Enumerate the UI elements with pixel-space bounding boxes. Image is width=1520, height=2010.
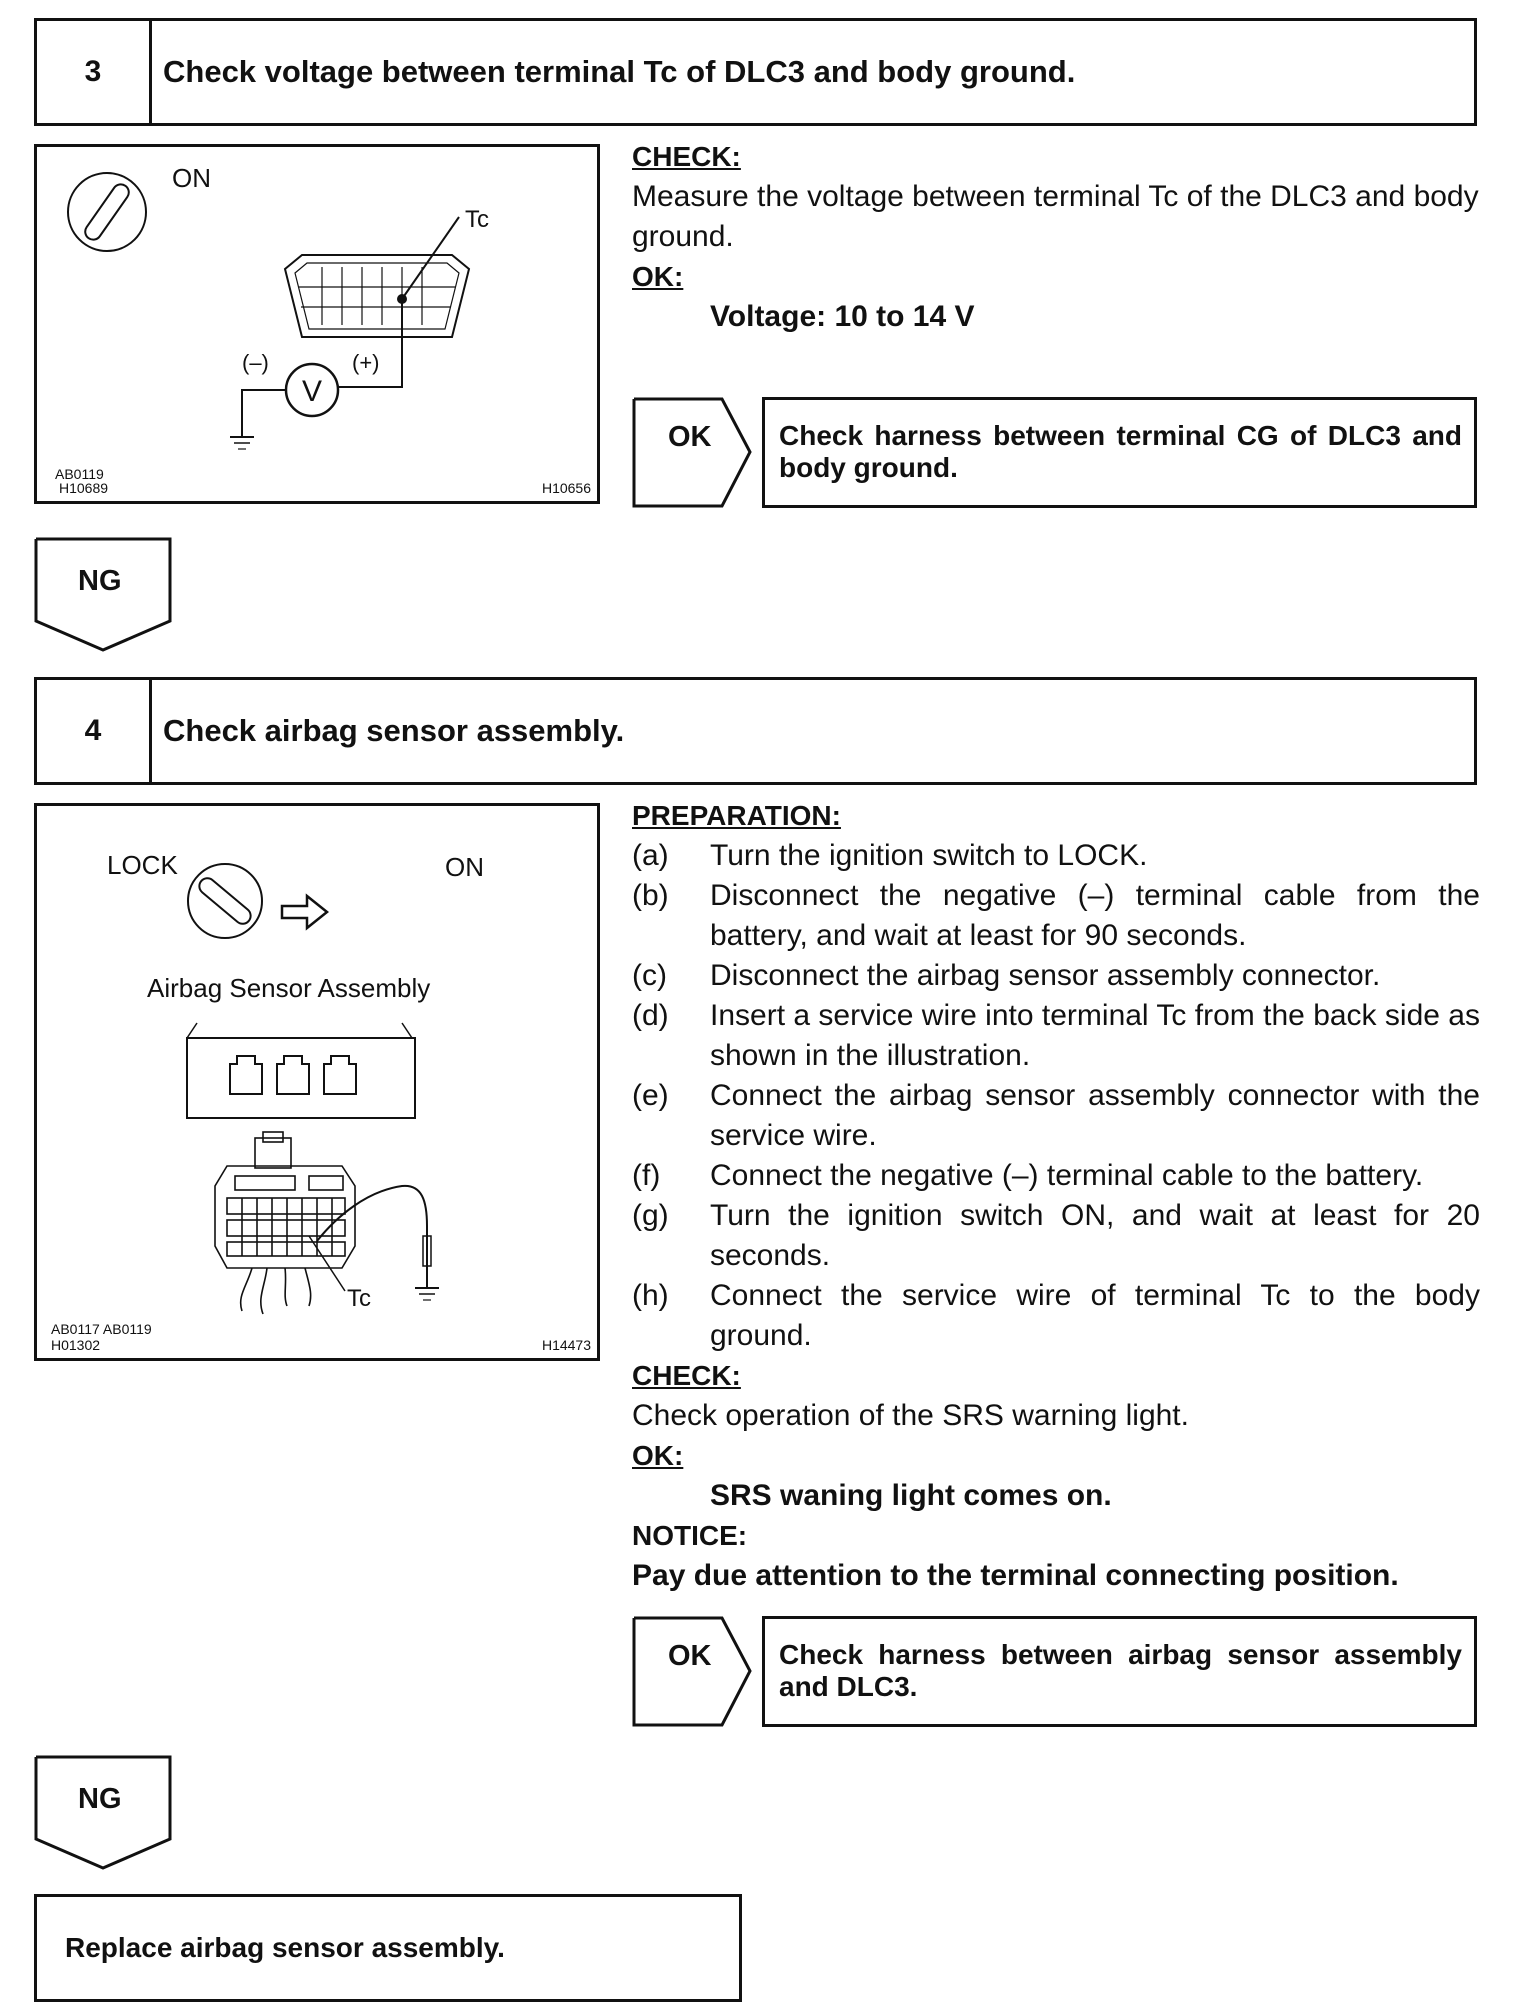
label-on: ON	[172, 163, 211, 193]
notice-heading: NOTICE:	[632, 1520, 748, 1551]
step-4-ng-arrow	[34, 1755, 173, 1871]
step-4-illustration	[34, 803, 600, 1361]
prep-item: (e) Connect the airbag sensor assembly connector with the service wire.	[632, 1079, 1480, 1152]
step-3-ok-action	[762, 397, 1477, 508]
notice-text: Pay due attention to the terminal connecting position.	[632, 1559, 1399, 1592]
check-text: Check operation of the SRS warning light.	[632, 1399, 1189, 1432]
label-on: ON	[445, 852, 484, 882]
step-3-illustration	[34, 144, 600, 504]
step-3-ng-arrow	[34, 537, 173, 653]
step-title: Check voltage between terminal Tc of DLC3 and body ground.	[163, 54, 1076, 89]
prep-item: (b) Disconnect the negative (–) terminal cable from the battery, and wait at least for 90 seconds.	[632, 879, 1480, 952]
ok-heading: OK:	[632, 261, 684, 292]
ok-action-text: Check harness between airbag sensor assembly and DLC3.	[779, 1639, 1462, 1702]
airbag-sensor-diagram	[37, 806, 597, 1358]
prep-item: (a) Turn the ignition switch to LOCK.	[632, 839, 1148, 872]
prep-item: (c) Disconnect the airbag sensor assembly connector.	[632, 959, 1381, 992]
figure-code: AB0119	[55, 466, 104, 482]
dlc3-connector-icon	[285, 255, 469, 337]
ignition-key-icon	[188, 864, 262, 938]
ok-heading: OK:	[632, 1440, 684, 1471]
ok-value: Voltage: 10 to 14 V	[710, 300, 975, 333]
step-4-ok-action	[762, 1616, 1477, 1727]
dlc3-voltage-diagram	[37, 147, 597, 501]
ng-tag: NG	[78, 565, 122, 597]
preparation-heading: PREPARATION:	[632, 800, 841, 831]
prep-item: (h) Connect the service wire of terminal Tc to the body ground.	[632, 1279, 1480, 1352]
figure-code: H01302	[51, 1337, 101, 1353]
prep-item: (f) Connect the negative (–) terminal cable to the battery.	[632, 1159, 1424, 1192]
label-plus: (+)	[352, 350, 380, 375]
ng-tag: NG	[78, 1783, 122, 1815]
step-4-header	[34, 677, 1477, 785]
label-v: V	[301, 375, 323, 408]
ok-tag: OK	[668, 1640, 712, 1672]
figure-code: H10656	[541, 480, 591, 496]
figure-code: AB0117 AB0119	[51, 1321, 152, 1337]
step-3-instructions	[632, 137, 1480, 337]
sensor-assembly-icon	[187, 1038, 415, 1118]
prep-item: (g) Turn the ignition switch ON, and wait at least for 20 seconds.	[632, 1199, 1480, 1272]
check-heading: CHECK:	[632, 141, 741, 172]
arrow-right-icon	[282, 896, 327, 928]
preparation-list	[632, 836, 1480, 1356]
label-tc: Tc	[465, 206, 489, 233]
final-action-text: Replace airbag sensor assembly.	[65, 1932, 505, 1963]
step-title: Check airbag sensor assembly.	[163, 713, 625, 748]
step-4-ok-arrow	[632, 1616, 755, 1727]
label-lock: LOCK	[107, 850, 178, 880]
label-assembly: Airbag Sensor Assembly	[147, 973, 431, 1003]
final-action-box	[34, 1894, 742, 2002]
step-number: 3	[37, 21, 152, 123]
prep-item: (d) Insert a service wire into terminal Tc from the back side as shown in the illustration.	[632, 999, 1480, 1072]
step-3-header	[34, 18, 1477, 126]
ok-value: SRS waning light comes on.	[710, 1479, 1112, 1512]
check-text: Measure the voltage between terminal Tc of the DLC3 and body ground.	[632, 180, 1479, 253]
label-tc: Tc	[347, 1285, 371, 1312]
step-3-ok-arrow	[632, 397, 755, 508]
ok-action-text: Check harness between terminal CG of DLC3 and body ground.	[779, 420, 1462, 483]
step-4-instructions	[632, 796, 1480, 1596]
label-minus: (–)	[242, 350, 269, 375]
ok-tag: OK	[668, 421, 712, 453]
ignition-key-icon	[68, 173, 146, 251]
check-heading: CHECK:	[632, 1360, 741, 1391]
step-number: 4	[37, 680, 152, 782]
figure-code: H14473	[541, 1337, 591, 1353]
figure-code: H10689	[59, 480, 109, 496]
